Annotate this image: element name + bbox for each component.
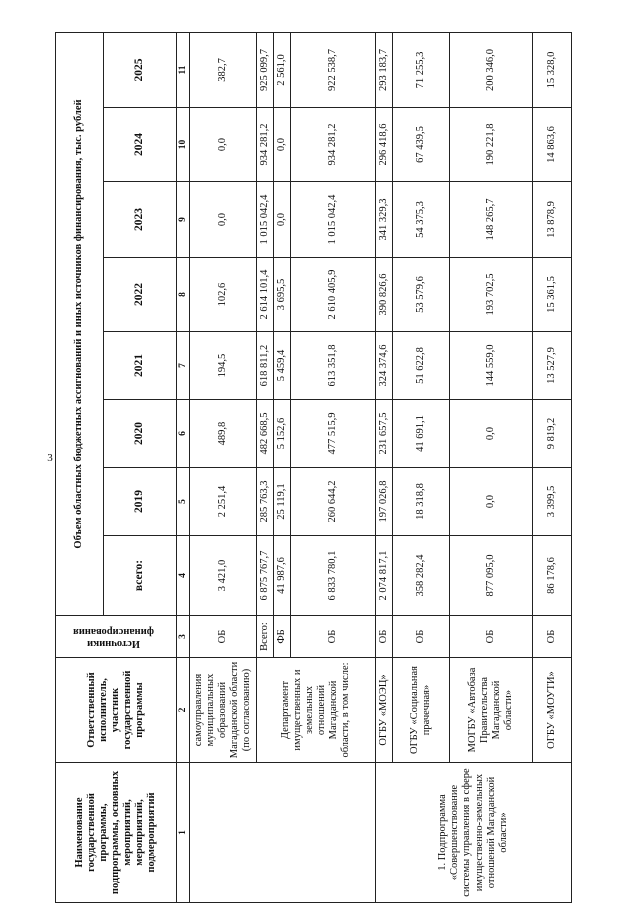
header-total: всего: bbox=[104, 536, 177, 616]
value-cell: 13 527,9 bbox=[533, 332, 572, 400]
column-number: 10 bbox=[177, 108, 190, 182]
source-cell: ФБ bbox=[274, 616, 291, 658]
header-year: 2019 bbox=[104, 468, 177, 536]
value-cell: 934 281,2 bbox=[257, 108, 274, 182]
value-cell: 1 015 042,4 bbox=[291, 182, 376, 258]
value-cell: 15 361,5 bbox=[533, 258, 572, 332]
value-cell: 18 318,8 bbox=[393, 468, 450, 536]
header-funding-group: Объем областных бюджетных ассигнований и иных источников финансирования, тыс. рублей bbox=[56, 32, 104, 615]
column-number: 7 bbox=[177, 332, 190, 400]
header-year: 2020 bbox=[104, 400, 177, 468]
column-number: 1 bbox=[177, 763, 190, 903]
value-cell: 285 763,3 bbox=[257, 468, 274, 536]
column-number-row bbox=[177, 32, 190, 902]
value-cell: 200 346,0 bbox=[450, 32, 533, 107]
value-cell: 5 152,6 bbox=[274, 400, 291, 468]
value-cell: 0,0 bbox=[274, 182, 291, 258]
value-cell: 0,0 bbox=[274, 108, 291, 182]
value-cell: 15 328,0 bbox=[533, 32, 572, 107]
value-cell: 390 826,6 bbox=[376, 258, 393, 332]
header-row-1 bbox=[56, 32, 104, 902]
value-cell: 2 610 405,9 bbox=[291, 258, 376, 332]
header-year: 2023 bbox=[104, 182, 177, 258]
value-cell: 3 421,0 bbox=[190, 536, 257, 616]
column-number: 5 bbox=[177, 468, 190, 536]
value-cell: 3 695,5 bbox=[274, 258, 291, 332]
value-cell: 5 459,4 bbox=[274, 332, 291, 400]
empty-name-cell bbox=[190, 763, 376, 903]
value-cell: 54 375,3 bbox=[393, 182, 450, 258]
executor-cell: самоуправления муниципальных образований Магаданской области (по согласованию) bbox=[190, 658, 257, 763]
value-cell: 618 811,2 bbox=[257, 332, 274, 400]
value-cell: 877 095,0 bbox=[450, 536, 533, 616]
value-cell: 922 538,7 bbox=[291, 32, 376, 107]
column-number: 11 bbox=[177, 32, 190, 107]
value-cell: 293 183,7 bbox=[376, 32, 393, 107]
value-cell: 144 559,0 bbox=[450, 332, 533, 400]
budget-table-sheet bbox=[55, 33, 600, 903]
value-cell: 67 439,5 bbox=[393, 108, 450, 182]
column-number: 8 bbox=[177, 258, 190, 332]
column-number: 3 bbox=[177, 616, 190, 658]
header-year: 2025 bbox=[104, 32, 177, 107]
value-cell: 2 561,0 bbox=[274, 32, 291, 107]
table-row bbox=[190, 32, 257, 902]
value-cell: 482 668,5 bbox=[257, 400, 274, 468]
header-executor: Ответственный исполнитель, участник государственной программы bbox=[56, 658, 177, 763]
value-cell: 341 329,3 bbox=[376, 182, 393, 258]
column-number: 4 bbox=[177, 536, 190, 616]
source-cell: ОБ bbox=[190, 616, 257, 658]
header-source-label: Источники финансирования bbox=[73, 625, 155, 649]
header-year: 2022 bbox=[104, 258, 177, 332]
executor-cell: МОГБУ «Автобаза Правительства Магаданской области» bbox=[450, 658, 533, 763]
value-cell: 6 833 780,1 bbox=[291, 536, 376, 616]
value-cell: 324 374,6 bbox=[376, 332, 393, 400]
value-cell: 2 251,4 bbox=[190, 468, 257, 536]
value-cell: 2 074 817,1 bbox=[376, 536, 393, 616]
column-number: 2 bbox=[177, 658, 190, 763]
value-cell: 0,0 bbox=[190, 182, 257, 258]
value-cell: 382,7 bbox=[190, 32, 257, 107]
value-cell: 190 221,8 bbox=[450, 108, 533, 182]
value-cell: 296 418,6 bbox=[376, 108, 393, 182]
value-cell: 9 819,2 bbox=[533, 400, 572, 468]
value-cell: 102,6 bbox=[190, 258, 257, 332]
value-cell: 3 399,5 bbox=[533, 468, 572, 536]
value-cell: 71 255,3 bbox=[393, 32, 450, 107]
value-cell: 358 282,4 bbox=[393, 536, 450, 616]
value-cell: 53 579,6 bbox=[393, 258, 450, 332]
value-cell: 13 878,9 bbox=[533, 182, 572, 258]
source-cell: Всего: bbox=[257, 616, 274, 658]
value-cell: 0,0 bbox=[450, 468, 533, 536]
executor-cell: Департамент имущественных и земельных отношений Магаданской области, в том числе: bbox=[257, 658, 376, 763]
value-cell: 86 178,6 bbox=[533, 536, 572, 616]
source-cell: ОБ bbox=[450, 616, 533, 658]
value-cell: 231 657,5 bbox=[376, 400, 393, 468]
value-cell: 0,0 bbox=[190, 108, 257, 182]
page-number: 3 bbox=[47, 452, 53, 464]
value-cell: 193 702,5 bbox=[450, 258, 533, 332]
value-cell: 197 026,8 bbox=[376, 468, 393, 536]
subprogram-name-cell: 1. Подпрограмма «Совершенствование системы управления в сфере имущественно-земельных отношений Магаданской области» bbox=[376, 763, 572, 903]
source-cell: ОБ bbox=[393, 616, 450, 658]
source-cell: ОБ bbox=[376, 616, 393, 658]
source-cell: ОБ bbox=[291, 616, 376, 658]
column-number: 6 bbox=[177, 400, 190, 468]
header-year: 2024 bbox=[104, 108, 177, 182]
value-cell: 51 622,8 bbox=[393, 332, 450, 400]
value-cell: 260 644,2 bbox=[291, 468, 376, 536]
value-cell: 41 691,1 bbox=[393, 400, 450, 468]
value-cell: 25 119,1 bbox=[274, 468, 291, 536]
header-year: 2021 bbox=[104, 332, 177, 400]
table-row bbox=[376, 32, 393, 902]
value-cell: 6 875 767,7 bbox=[257, 536, 274, 616]
executor-cell: ОГБУ «Социальная прачечная» bbox=[393, 658, 450, 763]
executor-cell: ОГБУ «МОУТИ» bbox=[533, 658, 572, 763]
budget-table bbox=[55, 32, 572, 903]
source-cell: ОБ bbox=[533, 616, 572, 658]
header-source bbox=[56, 616, 177, 658]
value-cell: 925 099,7 bbox=[257, 32, 274, 107]
value-cell: 1 015 042,4 bbox=[257, 182, 274, 258]
value-cell: 613 351,8 bbox=[291, 332, 376, 400]
value-cell: 0,0 bbox=[450, 400, 533, 468]
value-cell: 14 863,6 bbox=[533, 108, 572, 182]
value-cell: 2 614 101,4 bbox=[257, 258, 274, 332]
value-cell: 934 281,2 bbox=[291, 108, 376, 182]
value-cell: 41 987,6 bbox=[274, 536, 291, 616]
value-cell: 489,8 bbox=[190, 400, 257, 468]
column-number: 9 bbox=[177, 182, 190, 258]
executor-cell: ОГБУ «МОЭЦ» bbox=[376, 658, 393, 763]
value-cell: 477 515,9 bbox=[291, 400, 376, 468]
value-cell: 148 265,7 bbox=[450, 182, 533, 258]
value-cell: 194,5 bbox=[190, 332, 257, 400]
header-name: Наименование государственной программы, подпрограммы, основных мероприятий, мероприятий, подмероприятий bbox=[56, 763, 177, 903]
